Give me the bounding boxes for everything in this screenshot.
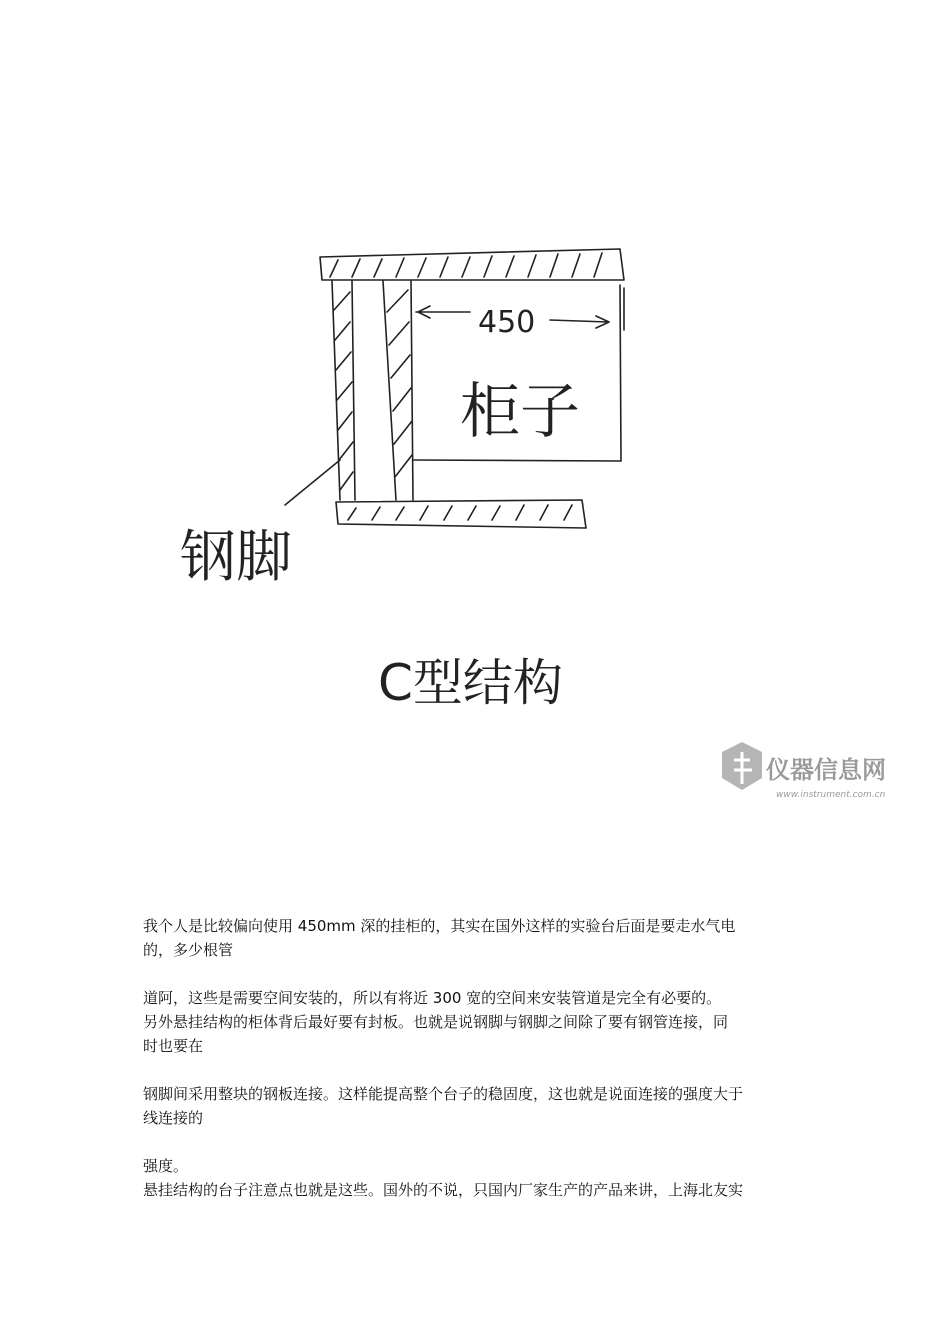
body-text-line: 强度。 — [143, 1157, 189, 1175]
paragraph-gap — [143, 962, 813, 986]
body-text-line: 另外悬挂结构的柜体背后最好要有封板。也就是说钢脚与钢脚之间除了要有钢管连接，同 — [143, 1013, 729, 1031]
paragraph-gap — [143, 1130, 813, 1154]
article-body — [143, 914, 813, 1202]
watermark-url: www.instrument.com.cn — [776, 790, 886, 800]
watermark-logo — [722, 742, 886, 800]
top-slab — [320, 249, 624, 280]
body-text-line: 道阿，这些是需要空间安装的，所以有将近 300 宽的空间来安装管道是完全有必要的。 — [143, 989, 722, 1007]
bottom-slab — [336, 500, 586, 528]
body-text-line: 的，多少根管 — [143, 941, 234, 959]
body-text-line: 悬挂结构的台子注意点也就是这些。国外的不说，只国内厂家生产的产品来讲，上海北友实 — [143, 1181, 744, 1199]
watermark-emblem-icon — [722, 742, 762, 790]
leg-label: 钢脚 — [180, 525, 292, 590]
body-text-line: 时也要在 — [143, 1037, 204, 1055]
body-text-line: 钢脚间采用整块的钢板连接。这样能提高整个台子的稳固度，这也就是说面连接的强度大于 — [143, 1085, 744, 1103]
body-text-line: 线连接的 — [143, 1109, 204, 1127]
steel-leg-outer — [332, 281, 355, 500]
watermark-brand: 仪器信息网 — [766, 756, 886, 784]
steel-leg-inner — [383, 281, 413, 500]
figure-caption: C型结构 — [378, 654, 563, 712]
paragraph-gap — [143, 1058, 813, 1082]
dimension-label: 450 — [478, 305, 536, 340]
cabinet-label: 柜子 — [460, 377, 580, 447]
body-text-line: 我个人是比较偏向使用 450mm 深的挂柜的，其实在国外这样的实验台后面是要走水气电 — [143, 917, 736, 935]
leg-leader-line — [285, 460, 340, 505]
